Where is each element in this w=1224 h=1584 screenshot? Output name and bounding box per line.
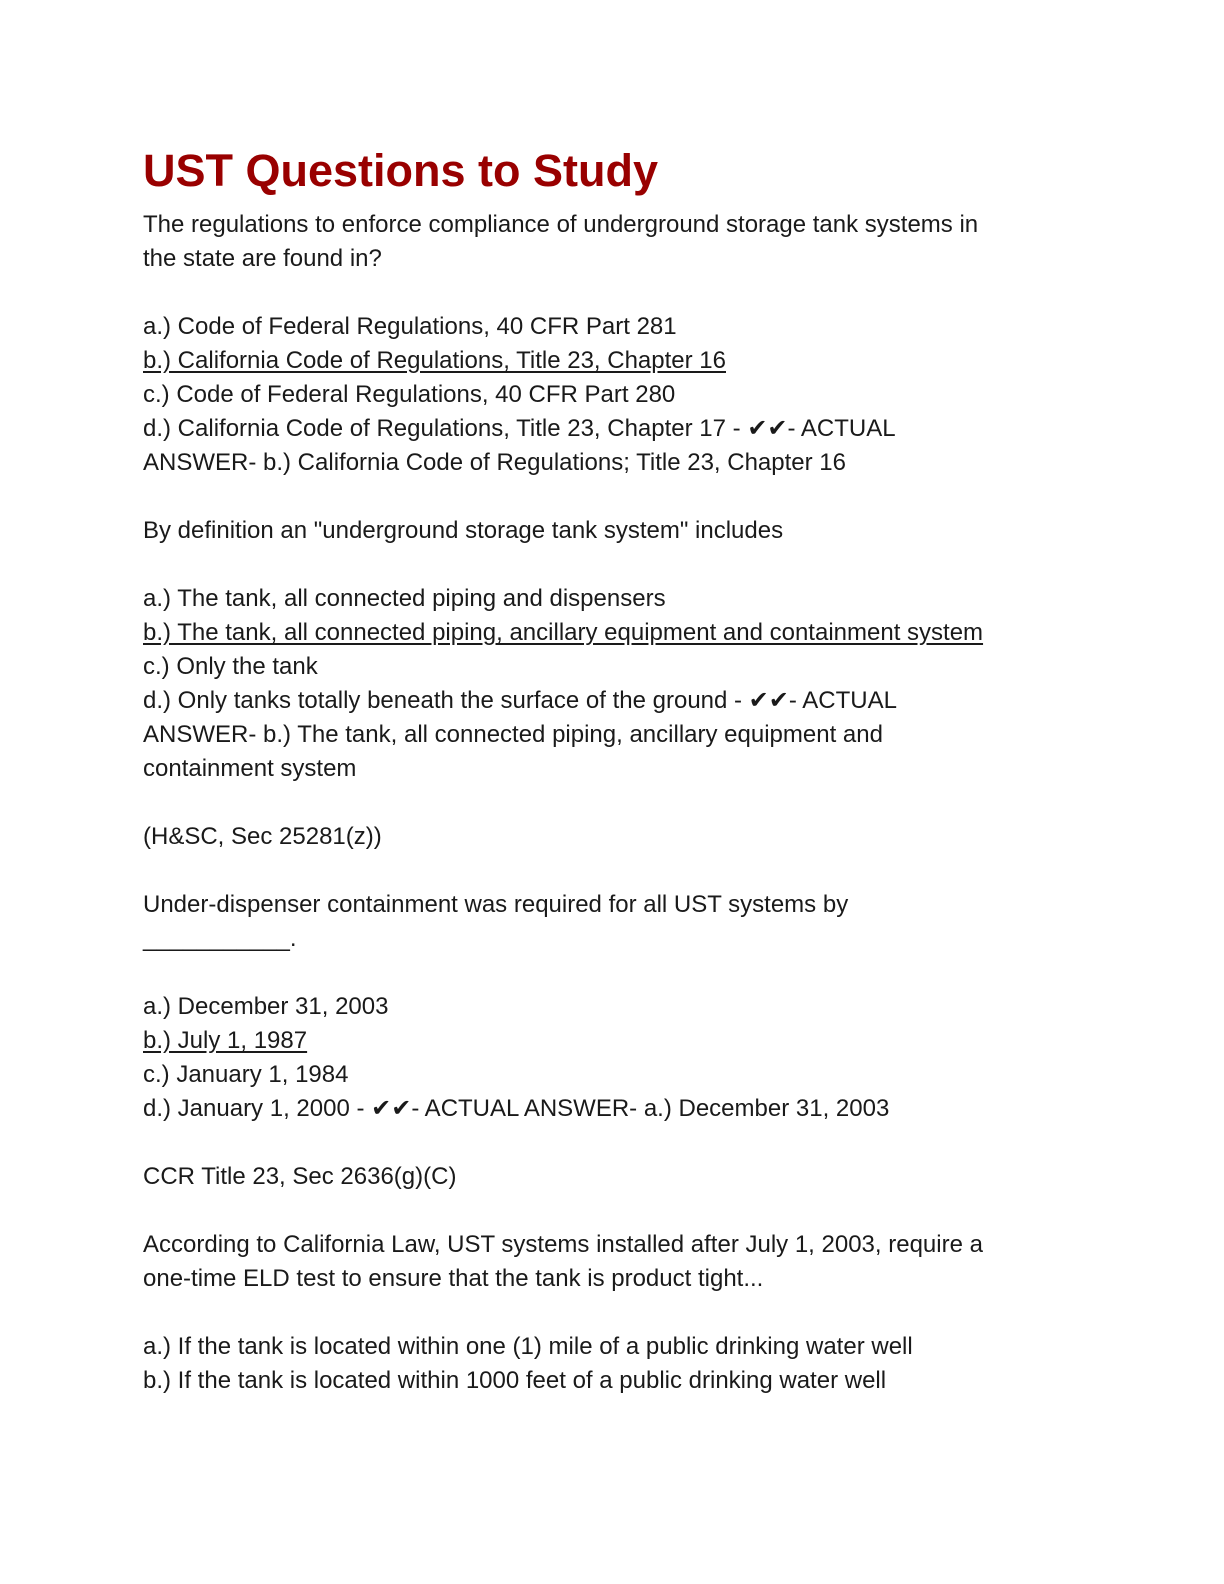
option-b-underlined: b.) California Code of Regulations, Title 23, Chapter 16 bbox=[143, 347, 726, 374]
question-text: one-time ELD test to ensure that the tank is product tight... bbox=[143, 1265, 764, 1292]
option-a: a.) December 31, 2003 bbox=[143, 993, 389, 1020]
question-text: the state are found in? bbox=[143, 245, 382, 272]
option-d: d.) Only tanks totally beneath the surface of the ground - ✔✔- ACTUAL bbox=[143, 687, 897, 714]
question-text: By definition an "underground storage tank system" includes bbox=[143, 517, 784, 544]
actual-answer: containment system bbox=[143, 755, 357, 782]
option-c: c.) Code of Federal Regulations, 40 CFR Part 280 bbox=[143, 381, 676, 408]
option-b-underlined: b.) The tank, all connected piping, ancillary equipment and containment system bbox=[143, 619, 984, 646]
option-d: d.) California Code of Regulations, Title 23, Chapter 17 - ✔✔- ACTUAL bbox=[143, 415, 896, 442]
question-text: The regulations to enforce compliance of underground storage tank systems in bbox=[143, 211, 979, 238]
question-text: Under-dispenser containment was required for all UST systems by bbox=[143, 891, 849, 918]
document-page bbox=[143, 140, 1073, 1398]
option-b: b.) If the tank is located within 1000 feet of a public drinking water well bbox=[143, 1367, 887, 1394]
question-3 bbox=[143, 888, 1073, 1194]
option-a: a.) If the tank is located within one (1) mile of a public drinking water well bbox=[143, 1333, 913, 1360]
option-d: d.) January 1, 2000 - ✔✔- ACTUAL ANSWER- a.) December 31, 2003 bbox=[143, 1095, 890, 1122]
question-2 bbox=[143, 514, 1073, 854]
option-b-underlined: b.) July 1, 1987 bbox=[143, 1027, 308, 1054]
page-title: UST Questions to Study bbox=[143, 145, 659, 196]
question-1 bbox=[143, 208, 1073, 480]
actual-answer: ANSWER- b.) The tank, all connected piping, ancillary equipment and bbox=[143, 721, 883, 748]
option-a: a.) The tank, all connected piping and dispensers bbox=[143, 585, 666, 612]
question-blank: ___________. bbox=[143, 925, 297, 952]
question-4 bbox=[143, 1228, 1073, 1398]
question-text: According to California Law, UST systems installed after July 1, 2003, require a bbox=[143, 1231, 983, 1258]
option-c: c.) January 1, 1984 bbox=[143, 1061, 349, 1088]
actual-answer: ANSWER- b.) California Code of Regulations; Title 23, Chapter 16 bbox=[143, 449, 846, 476]
reference: CCR Title 23, Sec 2636(g)(C) bbox=[143, 1163, 457, 1190]
option-c: c.) Only the tank bbox=[143, 653, 318, 680]
reference: (H&SC, Sec 25281(z)) bbox=[143, 823, 382, 850]
option-a: a.) Code of Federal Regulations, 40 CFR Part 281 bbox=[143, 313, 677, 340]
